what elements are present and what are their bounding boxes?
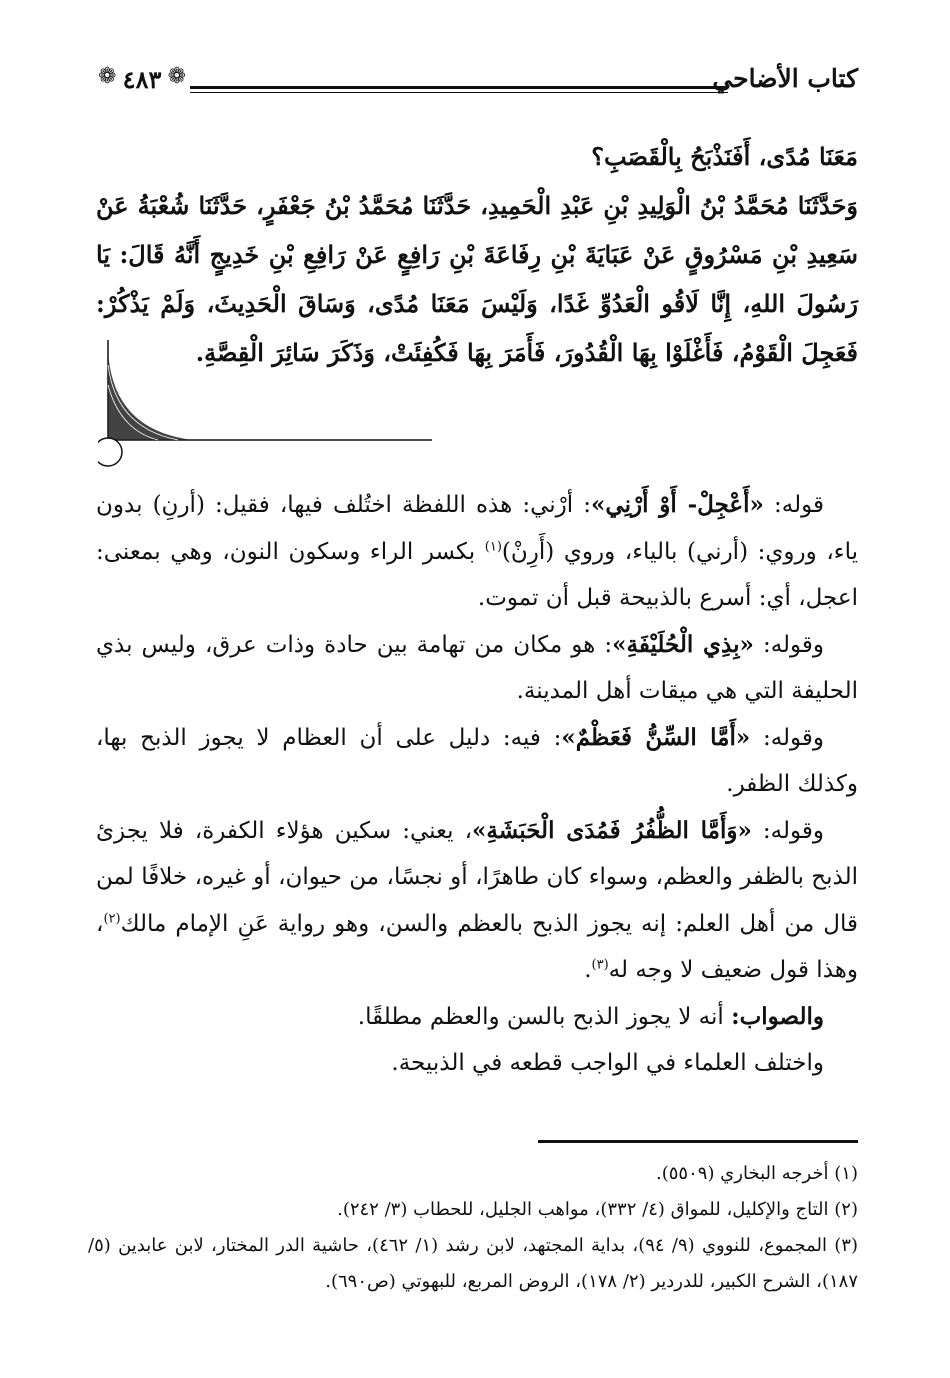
commentary-paragraph — [96, 1040, 858, 1087]
paragraph-text: أنه لا يجوز الذبح بالسن والعظم مطلقًا. — [357, 1003, 732, 1030]
commentary-paragraph — [96, 808, 858, 994]
hadith-line: مَعَنَا مُدًى، أَفَنَذْبَحُ بِالْقَصَبِ؟ — [591, 142, 858, 171]
footnote: (٣) المجموع، للنووي (٩/ ٩٤)، بداية المجتهد، لابن رشد (١/ ٤٦٢)، حاشية الدر المختار، لابن عابدين (٥/ ١٨٧)، الشرح الكبير، للدردير (٢/ ١٧٨)، الروض المربع، للبهوتي (ص٦٩٠). — [88, 1235, 858, 1292]
commentary-paragraph — [96, 715, 858, 808]
footnote-ref: (٢) — [103, 910, 121, 926]
paragraph-intro: وقوله: — [751, 817, 825, 844]
commentary — [96, 482, 858, 1087]
footnote: (١) أخرجه البخاري (٥٥٠٩). — [656, 1163, 858, 1184]
page-number: ٤٨٣ — [122, 64, 162, 94]
paragraph-text: . — [584, 957, 592, 983]
hadith-line: وَحَدَّثَنَا مُحَمَّدُ بْنُ الْوَلِيدِ بْنِ عَبْدِ الْحَمِيدِ، حَدَّثَنَا مُحَمَّدُ بْنُ جَعْفَرٍ، حَدَّثَنَا شُعْبَةُ عَنْ سَعِيدِ بْنِ مَسْرُوقٍ عَنْ عَبَايَةَ بْنِ رِفَاعَةَ بْنِ رَافِعٍ عَنْ رَافِعِ بْنِ خَدِيجٍ أَنَّهُ قَالَ: يَا رَسُولَ اللهِ، إِنَّا لَاقُو الْعَدُوِّ غَدًا، وَلَيْسَ مَعَنَا مُدًى، وَسَاقَ الْحَدِيثَ، وَلَمْ يَذْكُرْ: فَعَجِلَ الْقَوْمُ، فَأَغْلَوْا بِهَا الْقُدُورَ، فَأَمَرَ بِهَا فَكُفِئَتْ، وَذَكَرَ سَائِرَ الْقِصَّةِ. — [96, 191, 858, 367]
paragraph-text: : أرْني: هذه اللفظة اختُلف فيها، فقيل: (أرنِ) بدون ياء، وروي: (أرني) بالياء، وروي (أَرِنْ) — [96, 492, 858, 565]
quoted-term: «أَمَّا السِّنُّ فَعَظْمٌ» — [561, 723, 751, 751]
footnote-separator — [538, 1140, 858, 1143]
footnotes — [88, 1156, 858, 1300]
paragraph-intro: وقوله: — [750, 724, 825, 751]
paragraph-intro: قوله: — [763, 492, 824, 518]
paragraph-text: واختلف العلماء في الواجب قطعه في الذبيحة. — [391, 1050, 824, 1076]
book-title: كتاب الأضاحي — [712, 64, 858, 93]
ornament-right-icon: ❁ — [167, 64, 186, 89]
header-rule-thin — [190, 92, 728, 93]
commentary-paragraph — [96, 994, 858, 1041]
commentary-paragraph — [96, 622, 858, 715]
lead-term: والصواب: — [731, 1002, 824, 1030]
quoted-term: «بِذِي الْحُلَيْفَةِ» — [612, 630, 754, 658]
paragraph-text: : هو مكان من تهامة بين حادة وذات عرق، وليس بذي الحليفة التي هي ميقات أهل المدينة. — [96, 631, 858, 704]
ornament-left-icon: ❁ — [98, 64, 117, 89]
paragraph-text: ، وهذا قول ضعيف لا وجه له — [96, 910, 858, 983]
page-header — [98, 58, 858, 102]
paragraph-text: : فيه: دليل على أن العظام لا يجوز الذبح بها، وكذلك الظفر. — [96, 724, 858, 797]
page-number-frame — [98, 60, 186, 98]
quoted-term: «وَأَمَّا الظُّفُرُ فَمُدَى الْحَبَشَةِ» — [472, 816, 752, 844]
corner-ornament-icon — [98, 340, 438, 470]
footnote-ref: (٣) — [591, 957, 609, 973]
commentary-paragraph — [96, 482, 858, 622]
footnote-ref: (١) — [484, 538, 502, 554]
paragraph-text: بكسر الراء وسكون النون، وهي بمعنى: اعجل، أي: أسرع بالذبيحة قبل أن تموت. — [96, 538, 858, 611]
paragraph-text: ، يعني: سكين هؤلاء الكفرة، فلا يجزئ الذبح بالظفر والعظم، وسواء كان طاهرًا، أو نجسًا، من حيوان، أو غيره، خلافًا لمن قال من أهل العلم: إنه يجوز الذبح بالعظم والسن، وهو رواية عَنِ الإمام مالك — [96, 817, 858, 937]
paragraph-intro: وقوله: — [753, 631, 825, 658]
footnote: (٢) التاج والإكليل، للمواق (٤/ ٣٣٢)، مواهب الجليل، للحطاب (٣/ ٢٤٢). — [337, 1199, 858, 1220]
header-rule — [190, 86, 728, 89]
quoted-term: «أَعْجِلْ- أَوْ أَرْنِي» — [591, 491, 764, 518]
